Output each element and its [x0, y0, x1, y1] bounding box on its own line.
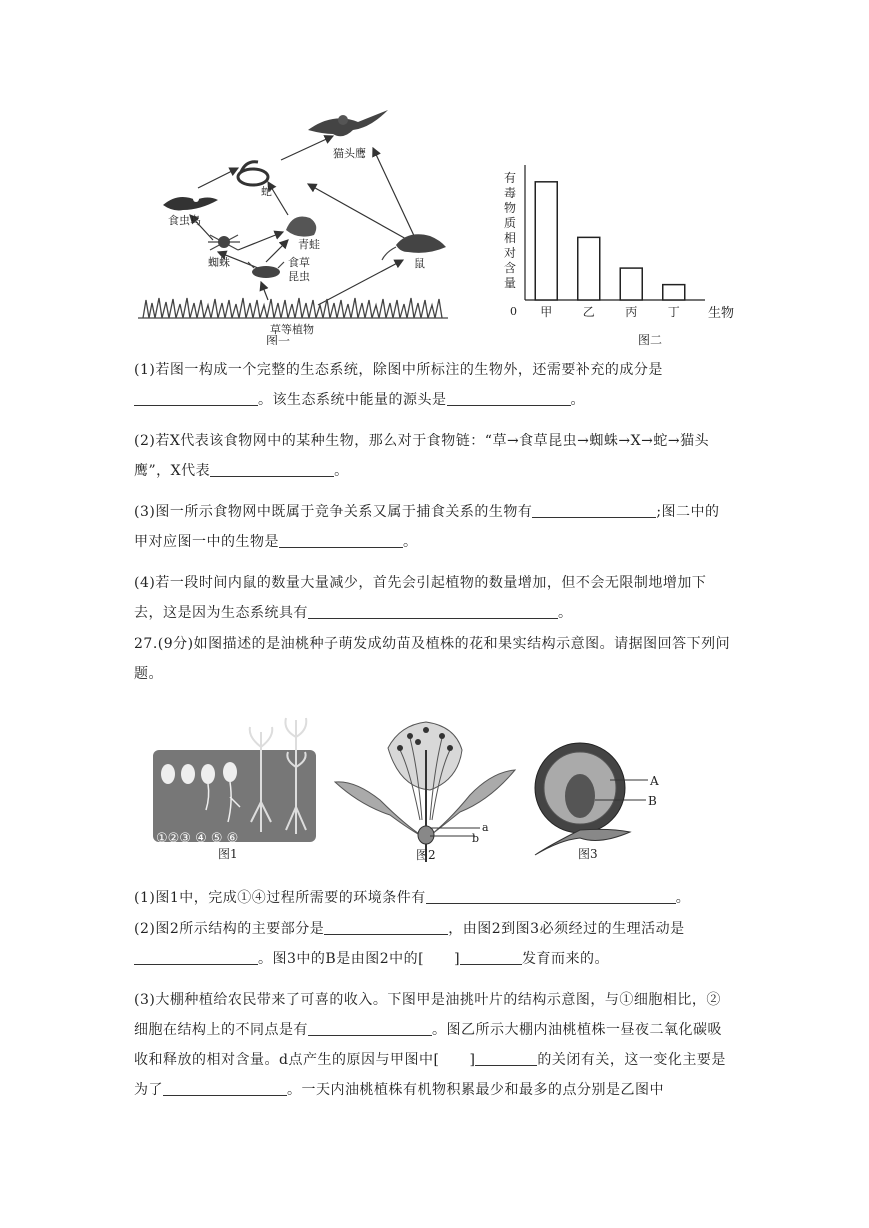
- label-insect-1: 食草: [288, 256, 310, 269]
- q27-p3-text-c: ]: [469, 1052, 476, 1068]
- q26-blank-5[interactable]: [279, 531, 403, 548]
- q27-p2-text-b: ，由图2到图3必须经过的生理活动是: [448, 921, 685, 937]
- peach-label-B: B: [648, 794, 657, 808]
- q27-part2: [134, 914, 734, 974]
- q26-blank-1[interactable]: [134, 389, 258, 406]
- label-snake: 蛇: [261, 185, 272, 198]
- q27-p3-text-b: 。图乙所示大棚内油桃植株一昼夜二氧化碳吸收和释放的相对含量。d点产生的原因与甲图中[: [134, 1022, 722, 1068]
- figure1-caption: 图一: [266, 334, 291, 345]
- figure-peach: [520, 730, 670, 865]
- q26-part1: [134, 355, 734, 415]
- q26-part3: [134, 497, 734, 557]
- q27-blank-5[interactable]: [308, 1019, 432, 1036]
- label-plants: 草等植物: [270, 323, 314, 336]
- q27-part3: [134, 985, 734, 1105]
- q27-blank-2[interactable]: [324, 918, 448, 935]
- figure-food-web: [138, 100, 468, 345]
- q27-blank-3[interactable]: [134, 948, 258, 965]
- x-tick-label-2: 丙: [625, 305, 638, 319]
- q27-blank-4[interactable]: [460, 948, 522, 965]
- q26-blank-2[interactable]: [447, 389, 571, 406]
- q27-p1-text-a: (1)图1中，完成①④过程所需要的环境条件有: [134, 890, 426, 906]
- snake-icon: [238, 162, 268, 185]
- q27-blank-1[interactable]: [426, 887, 676, 904]
- seed-stage-numbers: ①②③ ④ ⑤ ⑥: [156, 831, 239, 846]
- q27-p2-text-d: ]: [454, 951, 461, 967]
- q26-blank-3[interactable]: [210, 460, 334, 477]
- label-spider: 蜘蛛: [208, 256, 230, 269]
- grass-strip: [138, 298, 448, 318]
- q26-p2-text-a: (2)若X代表该食物网中的某种生物，那么对于食物链：“草→食草昆虫→蜘蛛→X→蛇→猫头鹰”，X代表: [134, 433, 710, 479]
- q26-p4-text-b: 。: [558, 605, 573, 621]
- q26-p1-text-c: 。: [570, 392, 585, 408]
- q26-blank-6[interactable]: [308, 602, 558, 619]
- q26-p2-text-b: 。: [334, 463, 349, 479]
- label-bird: 食虫鸟: [168, 214, 201, 227]
- label-insect-2: 昆虫: [288, 270, 310, 283]
- q26-p4-text-a: (4)若一段时间内鼠的数量大量减少，首先会引起植物的数量增加，但不会无限制地增加下去，这是因为生态系统具有: [134, 575, 707, 621]
- q26-p3-text-a: (3)图一所示食物网中既属于竞争关系又属于捕食关系的生物有: [134, 504, 533, 520]
- y-label-char-7: 量: [504, 276, 517, 290]
- q27-p3-text-d: 的关闭有关，这一变化主要是为了: [134, 1052, 726, 1098]
- q27-p3-text-a: (3)大棚种植给农民带来了可喜的收入。下图甲是油挑叶片的结构示意图，与①细胞相比，②细胞在结构上的不同点是有: [134, 992, 721, 1038]
- label-frog: 青蛙: [298, 238, 320, 251]
- insect-icon: [248, 262, 284, 278]
- q27-part1: [134, 883, 734, 913]
- x-tick-label-0: 甲: [540, 305, 553, 319]
- peach-drawing: [535, 743, 630, 855]
- q27-p2-text-c: 。图3中的B是由图2中的[: [258, 951, 425, 967]
- axis-origin: 0: [510, 305, 517, 318]
- q26-p3-text-c: 。: [403, 534, 418, 550]
- figure-bar-chart: [490, 160, 750, 350]
- y-label-char-5: 对: [504, 246, 517, 260]
- frog-icon: [286, 217, 316, 237]
- x-tick-label-1: 乙: [582, 305, 595, 319]
- x-tick-label-3: 丁: [667, 305, 680, 319]
- flower-label-b: b: [472, 832, 480, 845]
- q26-p3-text-b: ;图二中的甲对应图一中的生物是: [134, 504, 720, 550]
- q26-part4: [134, 568, 734, 628]
- y-label-char-6: 含: [504, 261, 517, 275]
- y-label-char-3: 质: [504, 216, 517, 230]
- y-axis-label: [504, 171, 516, 290]
- figure-flower: [330, 720, 520, 865]
- q27-blank-7[interactable]: [163, 1079, 287, 1096]
- fig3-caption: 图3: [578, 847, 598, 861]
- y-label-char-1: 毒: [504, 186, 517, 200]
- bird-icon: [163, 196, 218, 210]
- q26-p1-text-b: 。该生态系统中能量的源头是: [258, 392, 447, 408]
- spider-icon: [208, 235, 240, 250]
- owl-icon: [308, 110, 388, 136]
- q27-p1-text-b: 。: [675, 890, 691, 906]
- peach-label-A: A: [650, 774, 659, 788]
- q27-blank-6[interactable]: [475, 1049, 537, 1066]
- fig1-caption: 图1: [218, 847, 238, 861]
- x-axis-label: 生物: [708, 306, 735, 321]
- q26-part2: [134, 426, 734, 486]
- bar-3: [663, 285, 685, 300]
- q26-blank-4[interactable]: [532, 501, 656, 518]
- fig2-caption: 图2: [416, 848, 436, 862]
- y-label-char-2: 物: [504, 201, 517, 215]
- label-mouse: 鼠: [414, 257, 425, 270]
- q26-p1-text-a: (1)若图一构成一个完整的生态系统，除图中所标注的生物外，还需要补充的成分是: [134, 362, 663, 378]
- bar-1: [578, 237, 600, 300]
- flower-label-a: a: [482, 821, 489, 834]
- q27-p2-text-a: (2)图2所示结构的主要部分是: [134, 921, 325, 937]
- q27-intro: 27.(9分)如图描述的是油桃种子萌发成幼苗及植株的花和果实结构示意图。请据图回答下列问题。: [134, 636, 731, 682]
- figure2-caption: 图二: [638, 333, 663, 347]
- y-label-char-0: 有: [504, 171, 517, 185]
- q27-p2-text-e: 发育而来的。: [522, 951, 610, 967]
- q27-p3-text-e: 。一天内油桃植株有机物积累最少和最多的点分别是乙图中: [287, 1082, 664, 1098]
- label-owl: 猫头鹰: [333, 147, 366, 160]
- bar-2: [620, 268, 642, 300]
- flower-drawing: [335, 722, 515, 862]
- y-label-char-4: 相: [504, 231, 517, 245]
- figure-seed-germination: [148, 712, 320, 862]
- bar-0: [535, 182, 557, 300]
